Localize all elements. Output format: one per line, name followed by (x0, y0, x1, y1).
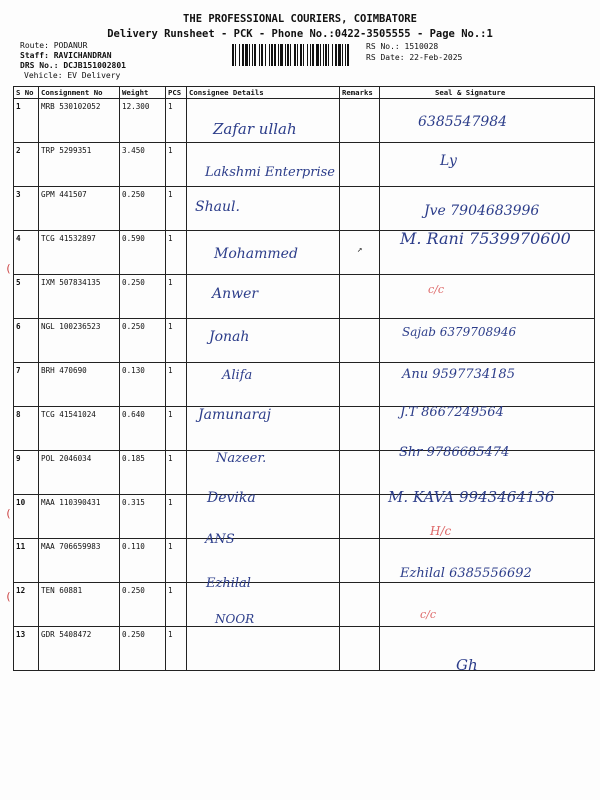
signature-handwriting: Ly (440, 153, 457, 169)
consignee-cell (187, 363, 340, 407)
consignee-cell (187, 627, 340, 671)
consignment-no-cell: MAA 110390431 (39, 495, 120, 539)
remarks-cell (340, 451, 380, 495)
remarks-cell (340, 363, 380, 407)
footer-signature: Gh (456, 656, 478, 674)
col-remarks: Remarks (340, 87, 380, 99)
table-row (14, 583, 595, 627)
sno-cell: 11 (14, 539, 39, 583)
col-sno: S No (14, 87, 39, 99)
weight-cell: 0.250 (120, 319, 166, 363)
signature-cell (380, 275, 595, 319)
weight-cell: 0.590 (120, 231, 166, 275)
signature-handwriting: Shr 9786685474 (399, 445, 510, 460)
consignee-handwriting: Mohammed (214, 246, 298, 262)
sno-cell: 2 (14, 143, 39, 187)
sno-cell: 3 (14, 187, 39, 231)
remarks-cell (340, 539, 380, 583)
consignment-no-cell: TEN 60881 (39, 583, 120, 627)
consignee-handwriting: Shaul. (195, 199, 240, 215)
sno-cell: 7 (14, 363, 39, 407)
sno-cell: 10 (14, 495, 39, 539)
col-pcs: PCS (166, 87, 187, 99)
table-header-row (14, 87, 595, 99)
route-label: Route: PODANUR (20, 41, 88, 50)
runsheet-subtitle: Delivery Runsheet - PCK - Phone No.:0422-3505555 - Page No.:1 (107, 28, 493, 40)
sno-cell: 6 (14, 319, 39, 363)
signature-cell (380, 583, 595, 627)
signature-handwriting: 6385547984 (418, 114, 508, 130)
consignee-handwriting: Alifa (222, 368, 253, 383)
consignee-handwriting: Ezhilal (206, 576, 251, 591)
signature-handwriting: c/c (420, 608, 437, 621)
pcs-cell: 1 (166, 495, 187, 539)
consignee-handwriting: Zafar ullah (213, 120, 297, 138)
weight-cell: 0.110 (120, 539, 166, 583)
consignment-no-cell: GDR 5408472 (39, 627, 120, 671)
margin-mark-5: ( (5, 262, 12, 275)
consignee-handwriting: Nazeer. (216, 451, 267, 466)
weight-cell: 0.315 (120, 495, 166, 539)
sno-cell: 5 (14, 275, 39, 319)
sno-cell: 4 (14, 231, 39, 275)
table-row (14, 407, 595, 451)
remarks-cell (340, 407, 380, 451)
signature-handwriting: Sajab 6379708946 (402, 325, 517, 339)
pcs-cell: 1 (166, 407, 187, 451)
pcs-cell: 1 (166, 451, 187, 495)
consignee-handwriting: Devika (207, 490, 256, 506)
sno-cell: 12 (14, 583, 39, 627)
remarks-cell (340, 627, 380, 671)
sno-cell: 9 (14, 451, 39, 495)
consignment-no-cell: TCG 41532897 (39, 231, 120, 275)
table-row (14, 99, 595, 143)
remarks-cell (340, 583, 380, 627)
remarks-cell (340, 495, 380, 539)
weight-cell: 12.300 (120, 99, 166, 143)
table-row (14, 627, 595, 671)
signature-cell (380, 143, 595, 187)
barcode-image (232, 44, 350, 66)
table-row (14, 275, 595, 319)
weight-cell: 0.250 (120, 583, 166, 627)
signature-handwriting: Ezhilal 6385556692 (400, 566, 532, 581)
pcs-cell: 1 (166, 583, 187, 627)
remark-arrow-mark: ↗ (357, 245, 363, 255)
pcs-cell: 1 (166, 627, 187, 671)
pcs-cell: 1 (166, 99, 187, 143)
margin-mark-13: ( (5, 590, 12, 603)
consignment-no-cell: IXM 507834135 (39, 275, 120, 319)
pcs-cell: 1 (166, 539, 187, 583)
consignee-handwriting: Anwer (212, 286, 259, 302)
pcs-cell: 1 (166, 319, 187, 363)
signature-handwriting: Anu 9597734185 (402, 367, 515, 382)
weight-cell: 0.250 (120, 627, 166, 671)
consignee-cell (187, 275, 340, 319)
col-consignee: Consignee Details (187, 87, 340, 99)
weight-cell: 0.640 (120, 407, 166, 451)
signature-handwriting: c/c (428, 283, 445, 296)
col-signature: Seal & Signature (380, 87, 595, 99)
consignee-handwriting: NOOR (215, 612, 255, 626)
pcs-cell: 1 (166, 275, 187, 319)
sno-cell: 13 (14, 627, 39, 671)
weight-cell: 3.450 (120, 143, 166, 187)
rs-date: RS Date: 22-Feb-2025 (366, 53, 463, 62)
drs-number: DRS No.: DCJB151002801 (20, 61, 126, 70)
weight-cell: 0.250 (120, 275, 166, 319)
staff-label: Staff: RAVICHANDRAN (20, 51, 112, 60)
consignment-no-cell: POL 2046034 (39, 451, 120, 495)
consignment-no-cell: GPM 441507 (39, 187, 120, 231)
consignment-no-cell: MAA 706659983 (39, 539, 120, 583)
signature-cell (380, 627, 595, 671)
weight-cell: 0.130 (120, 363, 166, 407)
remarks-cell (340, 275, 380, 319)
sno-cell: 1 (14, 99, 39, 143)
remarks-cell (340, 187, 380, 231)
remarks-cell (340, 319, 380, 363)
pcs-cell: 1 (166, 363, 187, 407)
signature-handwriting: Jve 7904683996 (424, 203, 540, 219)
weight-cell: 0.185 (120, 451, 166, 495)
remarks-cell (340, 99, 380, 143)
weight-cell: 0.250 (120, 187, 166, 231)
consignee-handwriting: Lakshmi Enterprise (205, 165, 335, 180)
signature-handwriting: M. KAVA 9943464136 (388, 488, 555, 506)
consignment-no-cell: MRB 530102052 (39, 99, 120, 143)
consignment-no-cell: TRP 5299351 (39, 143, 120, 187)
signature-handwriting: H/c (430, 524, 452, 538)
consignment-no-cell: TCG 41541024 (39, 407, 120, 451)
pcs-cell: 1 (166, 187, 187, 231)
consignee-handwriting: Jonah (209, 329, 250, 345)
margin-mark-11: ( (5, 507, 12, 520)
rs-number: RS No.: 1510028 (366, 42, 439, 51)
col-consignment: Consignment No (39, 87, 120, 99)
vehicle-label: Vehicle: EV Delivery (24, 71, 121, 80)
sno-cell: 8 (14, 407, 39, 451)
pcs-cell: 1 (166, 143, 187, 187)
consignment-no-cell: BRH 470690 (39, 363, 120, 407)
pcs-cell: 1 (166, 231, 187, 275)
company-title: THE PROFESSIONAL COURIERS, COIMBATORE (183, 13, 417, 25)
consignee-handwriting: Jamunaraj (198, 407, 271, 423)
consignment-no-cell: NGL 100236523 (39, 319, 120, 363)
signature-handwriting: M. Rani 7539970600 (400, 229, 571, 248)
signature-handwriting: J.T 8667249564 (400, 405, 504, 420)
consignee-handwriting: ANS (205, 532, 235, 547)
remarks-cell (340, 143, 380, 187)
col-weight: Weight (120, 87, 166, 99)
